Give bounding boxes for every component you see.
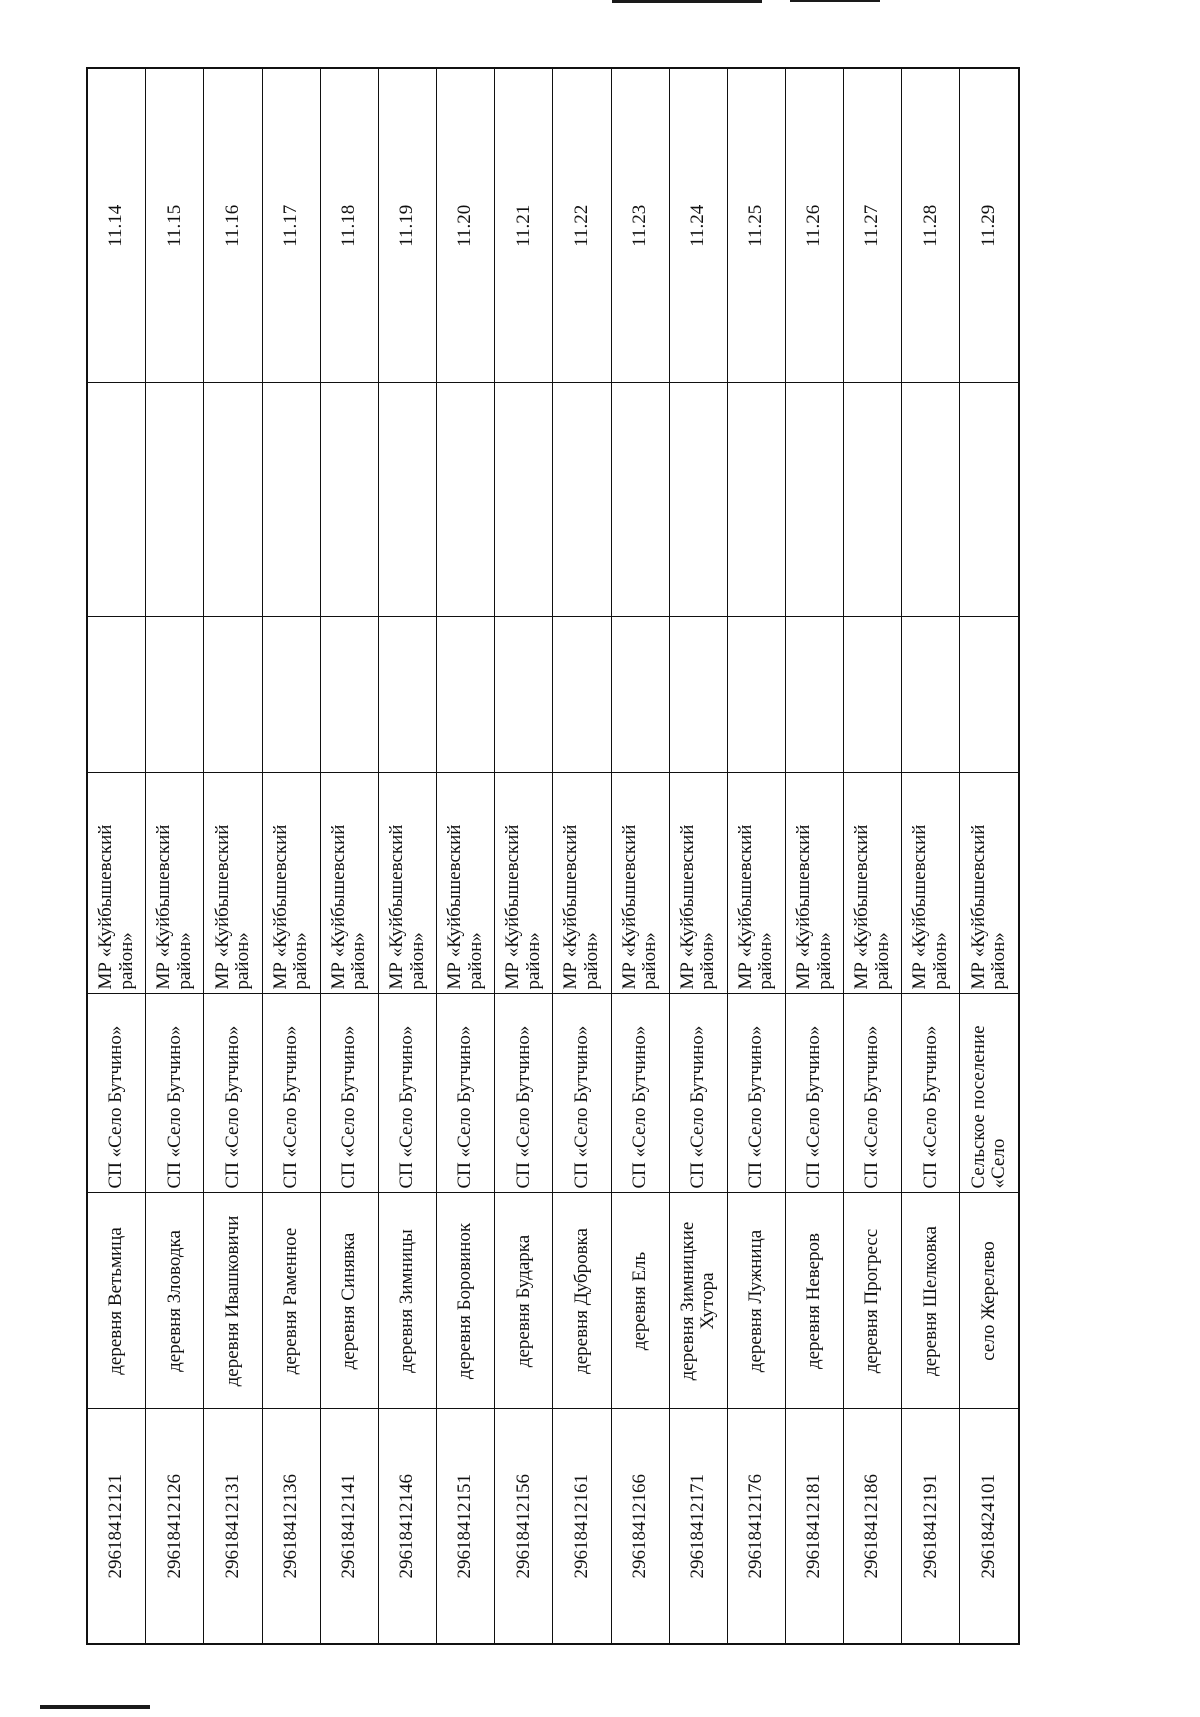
code-cell: 29618412176 bbox=[727, 1409, 785, 1644]
row-number-cell: 11.27 bbox=[844, 68, 902, 383]
row-number-cell: 11.15 bbox=[146, 68, 204, 383]
settlement-cell: СП «Село Бутчино» bbox=[262, 994, 320, 1193]
district-cell: МР «Куйбышевский район» bbox=[378, 773, 436, 994]
table-row bbox=[204, 68, 262, 1644]
code-cell: 29618412141 bbox=[320, 1409, 378, 1644]
locality-cell: деревня Ель bbox=[611, 1193, 669, 1409]
table-body bbox=[87, 68, 1019, 1644]
code-cell: 29618412181 bbox=[786, 1409, 844, 1644]
code-cell: 29618412186 bbox=[844, 1409, 902, 1644]
row-number-cell: 11.25 bbox=[727, 68, 785, 383]
settlements-table bbox=[86, 67, 1020, 1645]
locality-cell: деревня Боровинок bbox=[437, 1193, 495, 1409]
settlement-cell: СП «Село Бутчино» bbox=[146, 994, 204, 1193]
empty-cell bbox=[960, 617, 1019, 773]
empty-cell bbox=[727, 617, 785, 773]
table-row bbox=[727, 68, 785, 1644]
table-row bbox=[87, 68, 146, 1644]
settlement-cell: СП «Село Бутчино» bbox=[437, 994, 495, 1193]
settlement-cell: СП «Село Бутчино» bbox=[786, 994, 844, 1193]
empty-cell bbox=[553, 383, 611, 617]
district-cell: МР «Куйбышевский район» bbox=[146, 773, 204, 994]
locality-cell: деревня Неверов bbox=[786, 1193, 844, 1409]
row-number-cell: 11.16 bbox=[204, 68, 262, 383]
table-row bbox=[320, 68, 378, 1644]
code-cell: 29618412121 bbox=[87, 1409, 146, 1644]
locality-cell: деревня Ветьмица bbox=[87, 1193, 146, 1409]
table-row bbox=[378, 68, 436, 1644]
row-number-cell: 11.22 bbox=[553, 68, 611, 383]
table-row bbox=[495, 68, 553, 1644]
empty-cell bbox=[844, 617, 902, 773]
district-cell: МР «Куйбышевский район» bbox=[437, 773, 495, 994]
code-cell: 29618424101 bbox=[960, 1409, 1019, 1644]
locality-cell: деревня Лужница bbox=[727, 1193, 785, 1409]
row-number-cell: 11.28 bbox=[902, 68, 960, 383]
empty-cell bbox=[553, 617, 611, 773]
empty-cell bbox=[495, 617, 553, 773]
code-cell: 29618412151 bbox=[437, 1409, 495, 1644]
settlement-cell: СП «Село Бутчино» bbox=[611, 994, 669, 1193]
district-cell: МР «Куйбышевский район» bbox=[87, 773, 146, 994]
empty-cell bbox=[669, 383, 727, 617]
empty-cell bbox=[262, 617, 320, 773]
district-cell: МР «Куйбышевский район» bbox=[844, 773, 902, 994]
settlement-cell: СП «Село Бутчино» bbox=[495, 994, 553, 1193]
row-number-cell: 11.14 bbox=[87, 68, 146, 383]
row-number-cell: 11.21 bbox=[495, 68, 553, 383]
empty-cell bbox=[611, 383, 669, 617]
district-cell: МР «Куйбышевский район» bbox=[786, 773, 844, 994]
district-cell: МР «Куйбышевский район» bbox=[611, 773, 669, 994]
table-row bbox=[553, 68, 611, 1644]
table-row bbox=[146, 68, 204, 1644]
district-cell: МР «Куйбышевский район» bbox=[902, 773, 960, 994]
settlement-cell: СП «Село Бутчино» bbox=[87, 994, 146, 1193]
district-cell: МР «Куйбышевский район» bbox=[204, 773, 262, 994]
settlement-cell: Сельское поселение «Село bbox=[960, 994, 1019, 1193]
scan-edge-mark bbox=[40, 1705, 150, 1709]
table-row bbox=[262, 68, 320, 1644]
locality-cell: деревня Раменное bbox=[262, 1193, 320, 1409]
row-number-cell: 11.18 bbox=[320, 68, 378, 383]
empty-cell bbox=[87, 383, 146, 617]
row-number-cell: 11.19 bbox=[378, 68, 436, 383]
empty-cell bbox=[844, 383, 902, 617]
row-number-cell: 11.17 bbox=[262, 68, 320, 383]
settlement-cell: СП «Село Бутчино» bbox=[727, 994, 785, 1193]
rotated-table-container bbox=[86, 69, 1020, 1645]
code-cell: 29618412126 bbox=[146, 1409, 204, 1644]
locality-cell: деревня Шелковка bbox=[902, 1193, 960, 1409]
empty-cell bbox=[669, 617, 727, 773]
table-row bbox=[611, 68, 669, 1644]
table-row bbox=[669, 68, 727, 1644]
locality-cell: деревня Бударка bbox=[495, 1193, 553, 1409]
code-cell: 29618412131 bbox=[204, 1409, 262, 1644]
district-cell: МР «Куйбышевский район» bbox=[669, 773, 727, 994]
scan-edge-mark bbox=[612, 0, 762, 3]
locality-cell: деревня Зловодка bbox=[146, 1193, 204, 1409]
empty-cell bbox=[437, 383, 495, 617]
empty-cell bbox=[204, 383, 262, 617]
empty-cell bbox=[786, 617, 844, 773]
empty-cell bbox=[378, 617, 436, 773]
table-row bbox=[844, 68, 902, 1644]
district-cell: МР «Куйбышевский район» bbox=[262, 773, 320, 994]
table-row bbox=[960, 68, 1019, 1644]
district-cell: МР «Куйбышевский район» bbox=[960, 773, 1019, 994]
code-cell: 29618412136 bbox=[262, 1409, 320, 1644]
empty-cell bbox=[611, 617, 669, 773]
settlement-cell: СП «Село Бутчино» bbox=[320, 994, 378, 1193]
empty-cell bbox=[378, 383, 436, 617]
settlement-cell: СП «Село Бутчино» bbox=[553, 994, 611, 1193]
empty-cell bbox=[262, 383, 320, 617]
locality-cell: деревня Прогресс bbox=[844, 1193, 902, 1409]
settlement-cell: СП «Село Бутчино» bbox=[378, 994, 436, 1193]
table-row bbox=[786, 68, 844, 1644]
code-cell: 29618412166 bbox=[611, 1409, 669, 1644]
code-cell: 29618412146 bbox=[378, 1409, 436, 1644]
row-number-cell: 11.24 bbox=[669, 68, 727, 383]
settlement-cell: СП «Село Бутчино» bbox=[204, 994, 262, 1193]
row-number-cell: 11.20 bbox=[437, 68, 495, 383]
row-number-cell: 11.23 bbox=[611, 68, 669, 383]
empty-cell bbox=[146, 617, 204, 773]
empty-cell bbox=[902, 383, 960, 617]
district-cell: МР «Куйбышевский район» bbox=[553, 773, 611, 994]
row-number-cell: 11.29 bbox=[960, 68, 1019, 383]
empty-cell bbox=[204, 617, 262, 773]
empty-cell bbox=[146, 383, 204, 617]
code-cell: 29618412171 bbox=[669, 1409, 727, 1644]
table-row bbox=[902, 68, 960, 1644]
row-number-cell: 11.26 bbox=[786, 68, 844, 383]
empty-cell bbox=[87, 617, 146, 773]
empty-cell bbox=[495, 383, 553, 617]
code-cell: 29618412191 bbox=[902, 1409, 960, 1644]
locality-cell: деревня Зимницы bbox=[378, 1193, 436, 1409]
locality-cell: деревня Зимницкие Хутора bbox=[669, 1193, 727, 1409]
locality-cell: село Жерелево bbox=[960, 1193, 1019, 1409]
table-row bbox=[437, 68, 495, 1644]
settlement-cell: СП «Село Бутчино» bbox=[669, 994, 727, 1193]
locality-cell: деревня Дубровка bbox=[553, 1193, 611, 1409]
district-cell: МР «Куйбышевский район» bbox=[495, 773, 553, 994]
empty-cell bbox=[960, 383, 1019, 617]
district-cell: МР «Куйбышевский район» bbox=[727, 773, 785, 994]
code-cell: 29618412156 bbox=[495, 1409, 553, 1644]
settlement-cell: СП «Село Бутчино» bbox=[902, 994, 960, 1193]
district-cell: МР «Куйбышевский район» bbox=[320, 773, 378, 994]
empty-cell bbox=[437, 617, 495, 773]
empty-cell bbox=[902, 617, 960, 773]
empty-cell bbox=[727, 383, 785, 617]
settlement-cell: СП «Село Бутчино» bbox=[844, 994, 902, 1193]
empty-cell bbox=[320, 617, 378, 773]
empty-cell bbox=[320, 383, 378, 617]
code-cell: 29618412161 bbox=[553, 1409, 611, 1644]
scan-edge-mark bbox=[790, 0, 880, 2]
locality-cell: деревня Синявка bbox=[320, 1193, 378, 1409]
empty-cell bbox=[786, 383, 844, 617]
locality-cell: деревня Ивашковичи bbox=[204, 1193, 262, 1409]
